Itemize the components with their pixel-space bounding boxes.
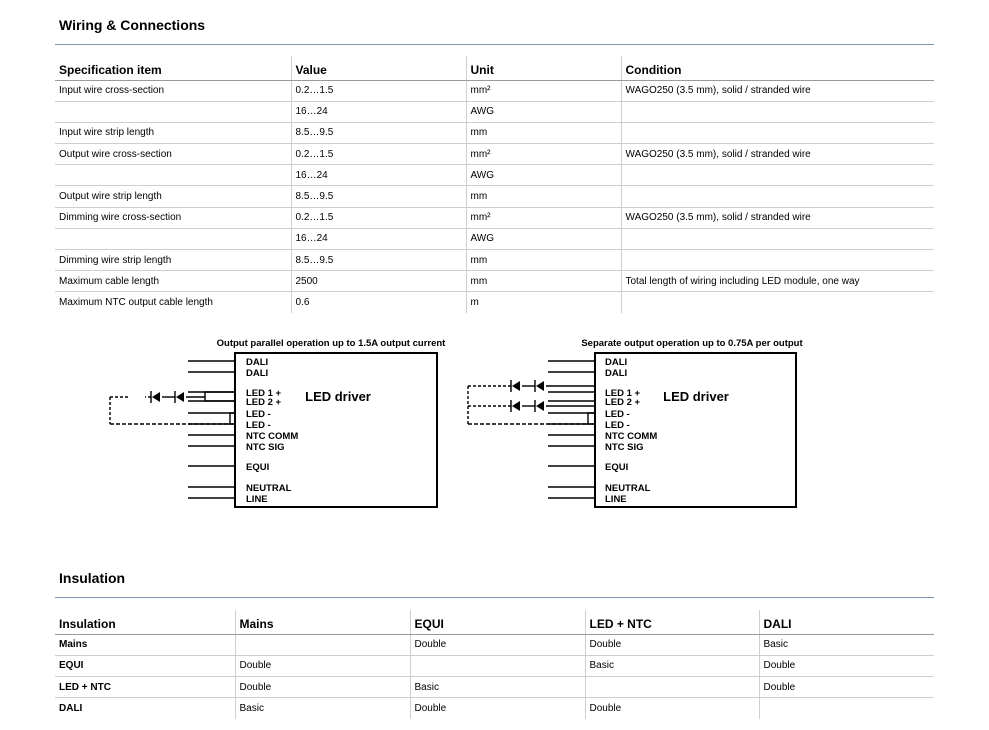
spec-item: Output wire cross-section (55, 144, 291, 165)
table-row (55, 271, 934, 292)
led-modules-separate (468, 380, 595, 424)
spec-item: Dimming wire cross-section (55, 207, 291, 228)
terminal-equi: EQUI (605, 462, 629, 473)
terminal-line: LINE (246, 494, 268, 505)
spec-condition (621, 101, 934, 122)
spec-value: 0.2…1.5 (291, 80, 466, 101)
header-insulation: Insulation (55, 610, 235, 634)
wiring-section-rule (55, 44, 934, 45)
table-row (55, 677, 934, 698)
table-header-row (55, 56, 934, 80)
header-dali: DALI (759, 610, 934, 634)
diagram-caption: Output parallel operation up to 1.5A output current (216, 338, 446, 349)
spec-value: 16…24 (291, 228, 466, 249)
spec-value: 2500 (291, 271, 466, 292)
spec-condition (621, 165, 934, 186)
insulation-cell: Double (235, 655, 410, 676)
table-row (55, 292, 934, 313)
header-specification-item: Specification item (55, 56, 291, 80)
terminal-ntc-comm: NTC COMM (246, 431, 299, 442)
spec-value: 8.5…9.5 (291, 186, 466, 207)
spec-unit: mm² (466, 144, 621, 165)
spec-value: 8.5…9.5 (291, 250, 466, 271)
table-row (55, 634, 934, 655)
spec-item: Input wire cross-section (55, 80, 291, 101)
terminal-ntc-comm: NTC COMM (605, 431, 658, 442)
insulation-cell (759, 698, 934, 719)
table-row (55, 228, 934, 249)
insulation-row-label: DALI (59, 703, 83, 715)
spec-unit: AWG (466, 101, 621, 122)
spec-unit: mm (466, 186, 621, 207)
insulation-cell (235, 634, 410, 655)
spec-condition: Total length of wiring including LED module, one way (621, 271, 934, 292)
insulation-row-label: EQUI (55, 655, 235, 676)
insulation-cell: Double (585, 634, 759, 655)
terminal-leads (548, 361, 595, 498)
table-row (55, 101, 934, 122)
insulation-cell: Double (410, 634, 585, 655)
spec-item: Maximum cable length (55, 271, 291, 292)
insulation-section-rule (55, 597, 934, 598)
insulation-section-title: Insulation (59, 570, 126, 586)
spec-value: 0.2…1.5 (291, 207, 466, 228)
spec-condition: WAGO250 (3.5 mm), solid / stranded wire (621, 80, 934, 101)
spec-item: Maximum NTC output cable length (59, 297, 213, 309)
insulation-cell (410, 655, 585, 676)
insulation-cell: Basic (410, 677, 585, 698)
table-header-row (55, 610, 934, 634)
terminal-neutral: NEUTRAL (246, 483, 292, 494)
wiring-section-title: Wiring & Connections (59, 17, 206, 33)
terminal-dali-1: DALI (246, 357, 269, 368)
terminal-neutral: NEUTRAL (605, 483, 651, 494)
insulation-cell: Double (235, 677, 410, 698)
terminal-leads (188, 361, 235, 498)
spec-condition: WAGO250 (3.5 mm), solid / stranded wire (621, 207, 934, 228)
table-row (55, 250, 934, 271)
led-driver-label: LED driver (305, 389, 371, 404)
spec-unit: AWG (466, 165, 621, 186)
terminal-led-minus-2: LED - (246, 420, 271, 431)
spec-item: Output wire strip length (55, 186, 291, 207)
terminal-led1-plus: LED 1 + (246, 388, 282, 399)
table-row (55, 165, 934, 186)
terminal-line: LINE (605, 494, 627, 505)
spec-value: 16…24 (291, 165, 466, 186)
table-row (55, 207, 934, 228)
table-row (55, 186, 934, 207)
spec-item: Input wire strip length (55, 122, 291, 143)
separate-wiring-diagram (460, 334, 820, 514)
terminal-equi: EQUI (246, 462, 270, 473)
insulation-cell: Basic (585, 655, 759, 676)
spec-unit: mm (466, 122, 621, 143)
spec-unit: AWG (466, 228, 621, 249)
insulation-cell (585, 677, 759, 698)
spec-item (55, 228, 291, 249)
insulation-cell: Double (410, 698, 585, 719)
terminal-led2-plus: LED 2 + (605, 397, 641, 408)
terminal-led-minus-1: LED - (605, 409, 630, 420)
insulation-row-label: Mains (55, 634, 235, 655)
terminal-led2-plus: LED 2 + (246, 397, 282, 408)
spec-condition: WAGO250 (3.5 mm), solid / stranded wire (621, 144, 934, 165)
spec-unit: m (466, 292, 621, 313)
spec-unit: mm² (466, 80, 621, 101)
insulation-cell: Basic (759, 634, 934, 655)
terminal-led1-plus: LED 1 + (605, 388, 641, 399)
insulation-cell: Basic (235, 698, 410, 719)
table-row (55, 122, 934, 143)
header-value: Value (291, 56, 466, 80)
terminal-dali-2: DALI (605, 368, 628, 379)
spec-item: Dimming wire strip length (55, 250, 291, 271)
spec-value: 16…24 (291, 101, 466, 122)
header-equi: EQUI (410, 610, 585, 634)
spec-item (55, 165, 291, 186)
spec-value: 8.5…9.5 (291, 122, 466, 143)
header-condition: Condition (621, 56, 934, 80)
spec-condition (621, 186, 934, 207)
spec-unit: mm (466, 271, 621, 292)
header-mains: Mains (235, 610, 410, 634)
terminal-dali-1: DALI (605, 357, 628, 368)
table-row (55, 80, 934, 101)
led-driver-label: LED driver (663, 389, 729, 404)
spec-condition (621, 122, 934, 143)
table-row (55, 698, 934, 719)
spec-item (55, 101, 291, 122)
spec-value: 0.2…1.5 (291, 144, 466, 165)
spec-condition (621, 228, 934, 249)
spec-unit: mm (466, 250, 621, 271)
terminal-dali-2: DALI (246, 368, 269, 379)
insulation-table (55, 610, 934, 719)
insulation-cell: Double (759, 655, 934, 676)
spec-unit: mm² (466, 207, 621, 228)
terminal-led-minus-1: LED - (246, 409, 271, 420)
diagram-caption: Separate output operation up to 0.75A per output (581, 338, 803, 349)
parallel-wiring-diagram (100, 334, 460, 514)
insulation-cell: Double (759, 677, 934, 698)
header-led-ntc: LED + NTC (585, 610, 759, 634)
terminal-led-minus-2: LED - (605, 420, 630, 431)
led-module-parallel (110, 391, 235, 424)
table-row (55, 655, 934, 676)
table-row (55, 144, 934, 165)
spec-condition (621, 250, 934, 271)
wiring-spec-table (55, 56, 934, 313)
terminal-ntc-sig: NTC SIG (605, 442, 644, 453)
spec-value: 0.6 (291, 292, 466, 313)
insulation-row-label: LED + NTC (55, 677, 235, 698)
spec-condition (621, 292, 934, 313)
terminal-ntc-sig: NTC SIG (246, 442, 285, 453)
insulation-cell: Double (585, 698, 759, 719)
header-unit: Unit (466, 56, 621, 80)
